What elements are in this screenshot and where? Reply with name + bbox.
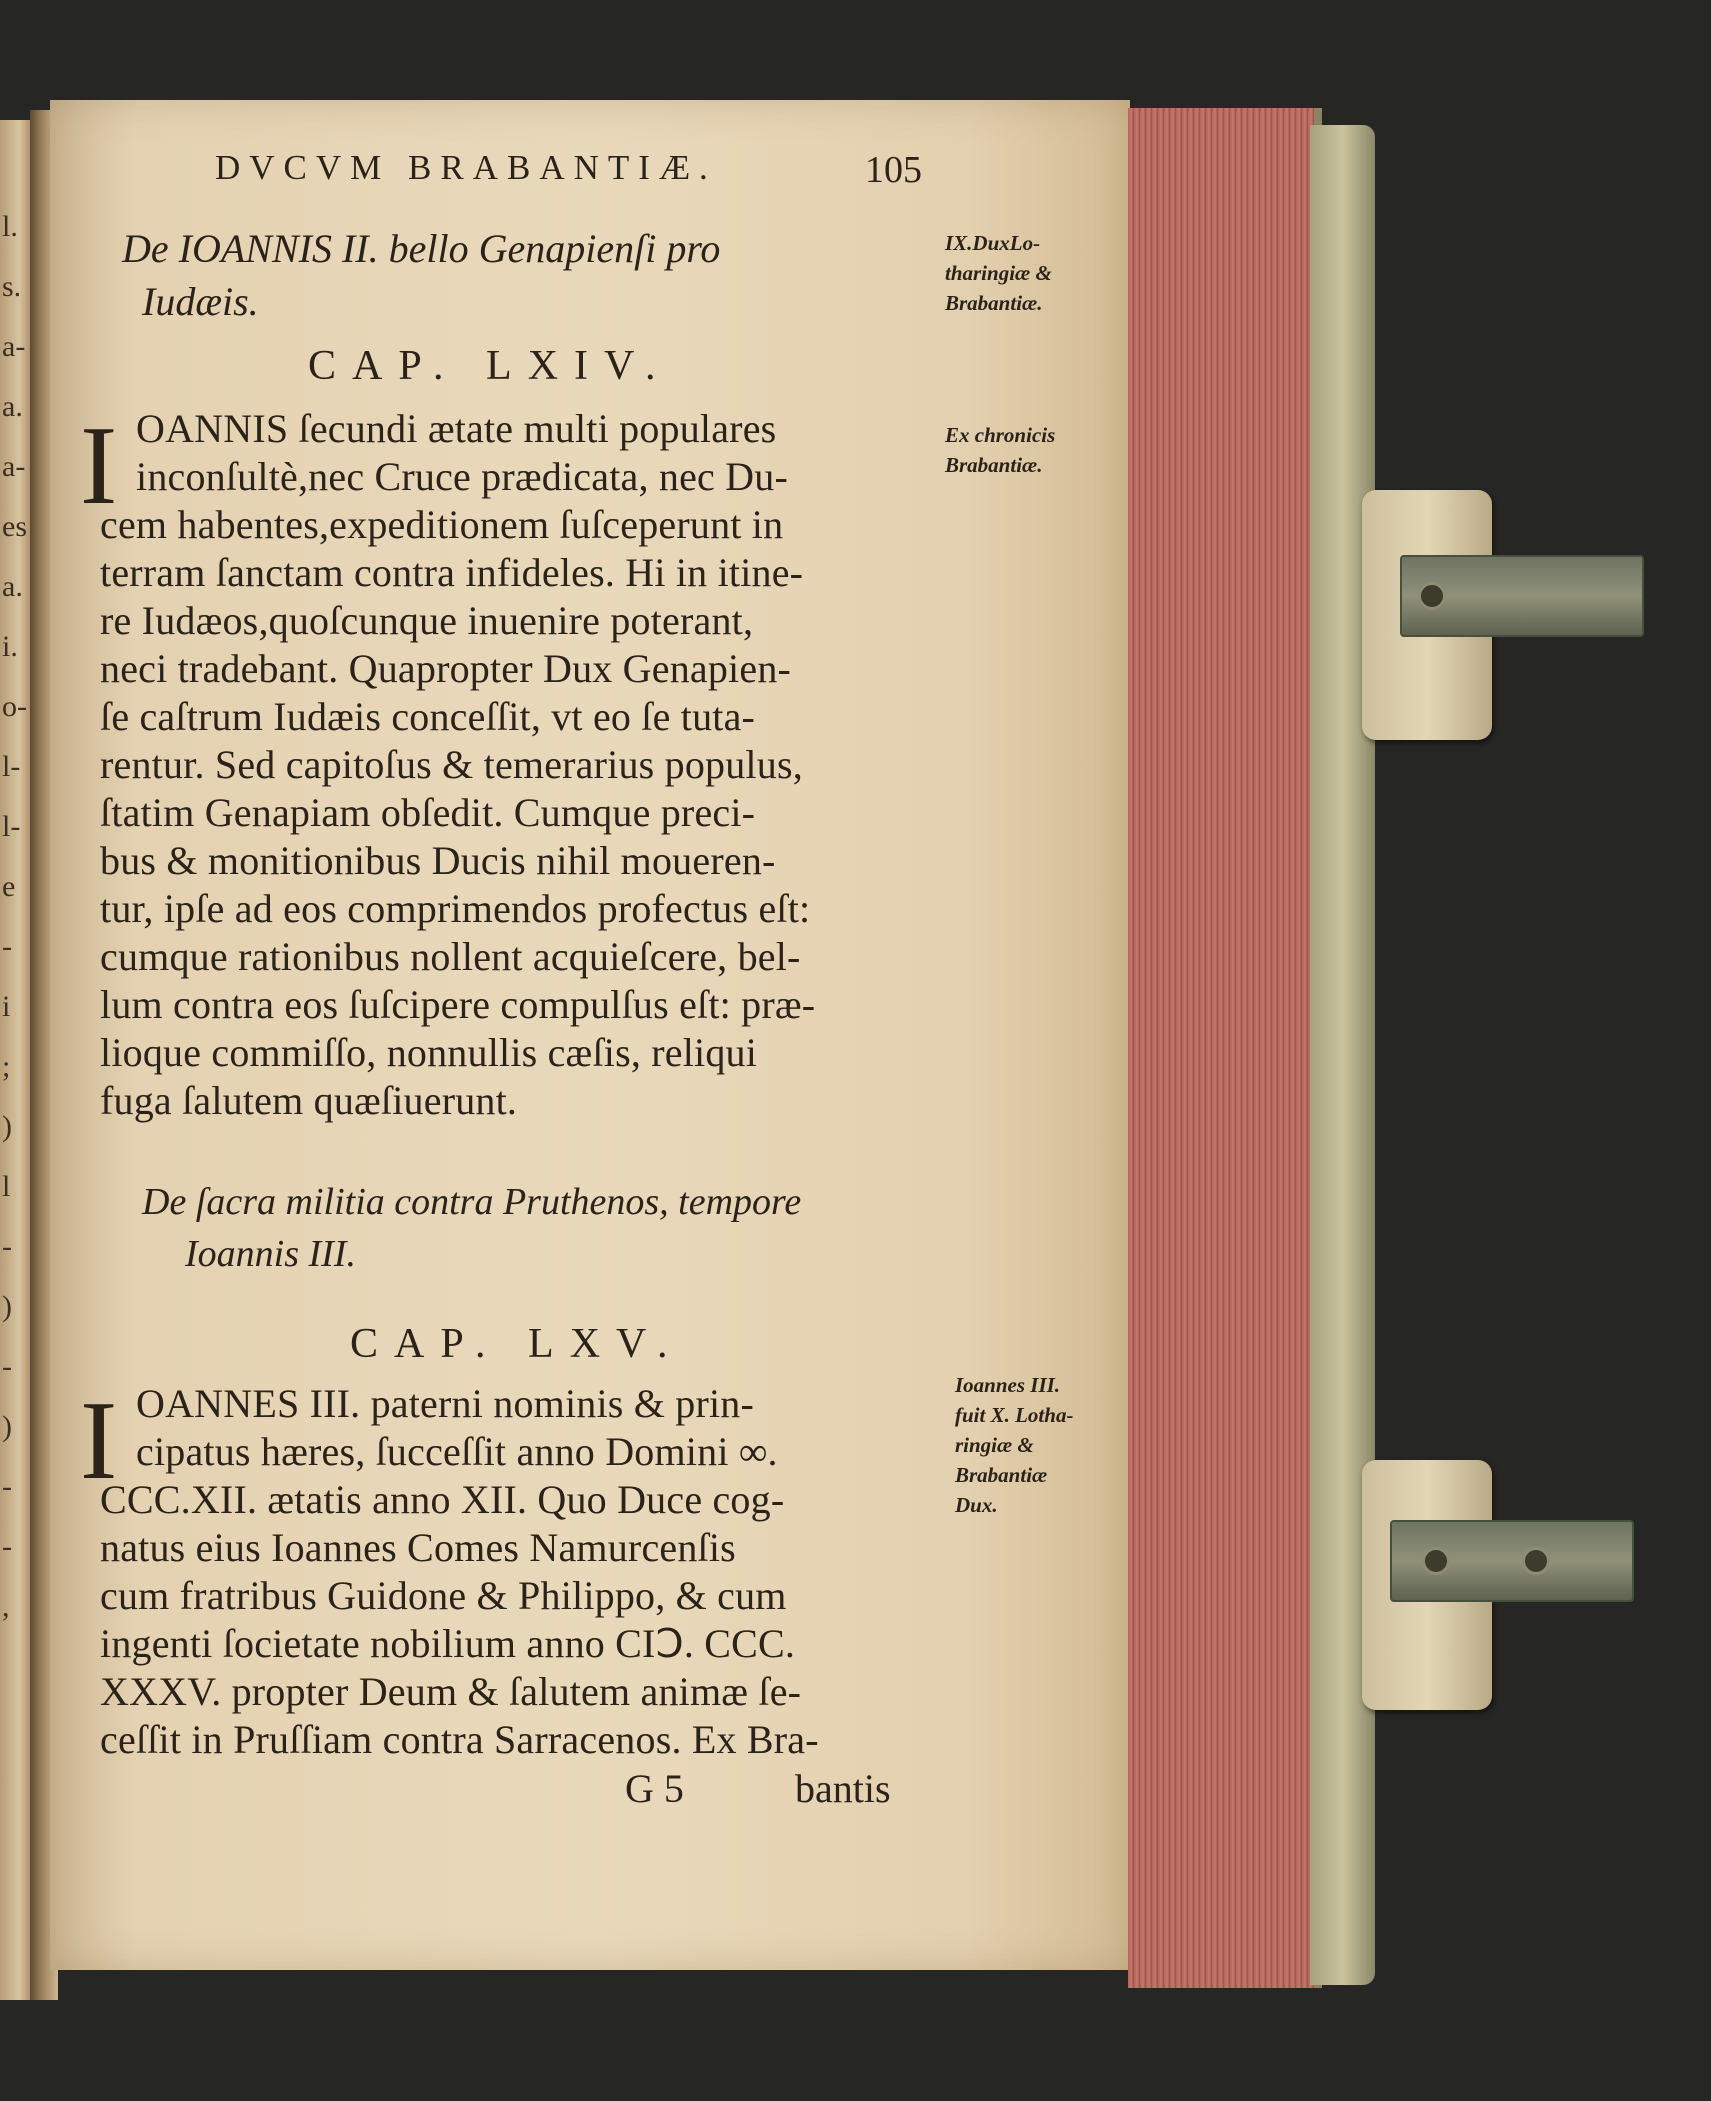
left-page-fragment: i <box>2 990 11 1023</box>
margin-note-line: Brabantiæ <box>955 1463 1048 1487</box>
margin-note-line: Ioannes III. <box>955 1373 1061 1397</box>
left-page-fragment: ; <box>2 1050 11 1083</box>
left-page-fragment: - <box>2 1350 12 1383</box>
left-page-fragment: ) <box>2 1290 12 1323</box>
left-page-fragment: a- <box>2 450 26 483</box>
left-page-fragment: l- <box>2 810 21 843</box>
margin-note-line: tharingiæ & <box>945 261 1052 285</box>
ch64-line-15: fuga ſalutem quæſiuerunt. <box>100 1078 518 1123</box>
ch64-line-14: lioque commiſſo, nonnullis cæſis, reliqui <box>100 1030 758 1075</box>
left-page-fragment: ) <box>2 1110 12 1143</box>
ch64-line-5: re Iudæos,quoſcunque inuenire poterant, <box>100 598 754 643</box>
margin-note-dux-lotharingiae <box>945 228 1052 318</box>
chapter-65-heading-line2: Ioannis III. <box>185 1233 356 1275</box>
ch64-line-7: ſe caſtrum Iudæis conceſſit, vt eo ſe tuta- <box>100 694 756 739</box>
clasp-plate-lower <box>1390 1520 1634 1602</box>
catchword: bantis <box>795 1766 891 1811</box>
left-page-fragment: e <box>2 870 16 903</box>
ch64-line-4: terram ſanctam contra infideles. Hi in itine- <box>100 550 804 595</box>
left-page-fragment: l- <box>2 750 21 783</box>
left-page-fragment: o- <box>2 690 27 723</box>
ch64-line-9: ſtatim Genapiam obſedit. Cumque preci- <box>100 790 756 835</box>
chapter-65-dropcap: I <box>80 1379 118 1503</box>
chapter-64-dropcap: I <box>80 404 118 528</box>
left-page-fragment: - <box>2 1230 12 1263</box>
chapter-64-heading-line2: Iudæis. <box>142 279 259 324</box>
ch65-line-6: ingenti ſocietate nobilium anno CIↃ. CCC. <box>100 1621 796 1666</box>
margin-note-line: fuit X. Lotha- <box>955 1403 1074 1427</box>
clasp-plate-upper <box>1400 555 1644 637</box>
margin-note-ex-chronicis <box>945 420 1055 480</box>
margin-note-line: ringiæ & <box>955 1433 1034 1457</box>
left-page-fragment: , <box>2 1590 10 1623</box>
ch65-line-1: OANNES III. paterni nominis & prin- <box>136 1381 755 1426</box>
page-105 <box>50 100 1130 1970</box>
left-page-fragment: a. <box>2 570 23 603</box>
margin-note-line: Brabantiæ. <box>945 453 1043 477</box>
ch64-line-12: cumque rationibus nollent acquieſcere, bel- <box>100 934 801 979</box>
margin-note-line: Ex chronicis <box>945 423 1056 447</box>
signature-mark: G 5 <box>625 1766 684 1811</box>
chapter-64-cap-label: CAP. LXIV. <box>308 343 672 389</box>
left-page-fragment: - <box>2 930 12 963</box>
ch65-line-2: cipatus hæres, ſucceſſit anno Domini ∞. <box>136 1429 778 1474</box>
ch64-line-2: inconſultè,nec Cruce prædicata, nec Du- <box>136 454 788 499</box>
left-page-line-endings <box>2 120 30 2000</box>
red-fore-edge <box>1128 108 1322 1988</box>
left-page-fragment: l <box>2 1170 11 1203</box>
left-page-fragment: a. <box>2 390 23 423</box>
rivet-icon <box>1418 582 1446 610</box>
left-page-fragment: ) <box>2 1410 12 1443</box>
running-head: DVCVM BRABANTIÆ. <box>215 148 717 187</box>
ch64-line-11: tur, ipſe ad eos comprimendos profectus eſt: <box>100 886 811 931</box>
left-page-fragment: l. <box>2 210 18 243</box>
left-page-fragment: i. <box>2 630 18 663</box>
left-page-edge <box>0 120 32 2000</box>
ch64-line-6: neci tradebant. Quapropter Dux Genapien- <box>100 646 792 691</box>
margin-note-line: Dux. <box>955 1493 998 1517</box>
chapter-65-cap-label: CAP. LXV. <box>350 1321 684 1367</box>
ch65-line-4: natus eius Ioannes Comes Namurcenſis <box>100 1525 736 1570</box>
left-page-fragment: s. <box>2 270 22 303</box>
ch65-line-5: cum fratribus Guidone & Philippo, & cum <box>100 1573 787 1618</box>
margin-note-line: IX.DuxLo- <box>945 231 1041 255</box>
page-number: 105 <box>865 149 922 191</box>
ch65-line-8: ceſſit in Pruſſiam contra Sarracenos. Ex Bra- <box>100 1717 819 1762</box>
chapter-64-heading-line1: De IOANNIS II. bello Genapienſi pro <box>122 226 721 271</box>
ch64-line-10: bus & monitionibus Ducis nihil moueren- <box>100 838 776 883</box>
rivet-icon <box>1422 1547 1450 1575</box>
page-text <box>50 100 1130 1970</box>
chapter-65-heading-line1: De ſacra militia contra Pruthenos, tempore <box>142 1181 802 1223</box>
left-page-fragment: - <box>2 1470 12 1503</box>
margin-note-line: Brabantiæ. <box>945 291 1043 315</box>
ch64-line-1: OANNIS ſecundi ætate multi populares <box>136 406 777 451</box>
ch65-line-7: XXXV. propter Deum & ſalutem animæ ſe- <box>100 1669 802 1714</box>
left-page-fragment: a- <box>2 330 26 363</box>
ch64-line-13: lum contra eos ſuſcipere compulſus eſt: præ- <box>100 982 816 1027</box>
ch64-line-8: rentur. Sed capitoſus & temerarius populus, <box>100 742 803 787</box>
left-page-fragment: - <box>2 1530 12 1563</box>
margin-note-ioannes-iii <box>955 1370 1073 1520</box>
ch65-line-3: CCC.XII. ætatis anno XII. Quo Duce cog- <box>100 1477 785 1522</box>
left-page-fragment: es <box>2 510 27 543</box>
rivet-icon <box>1522 1547 1550 1575</box>
ch64-line-3: cem habentes,expeditionem ſuſceperunt in <box>100 502 784 547</box>
